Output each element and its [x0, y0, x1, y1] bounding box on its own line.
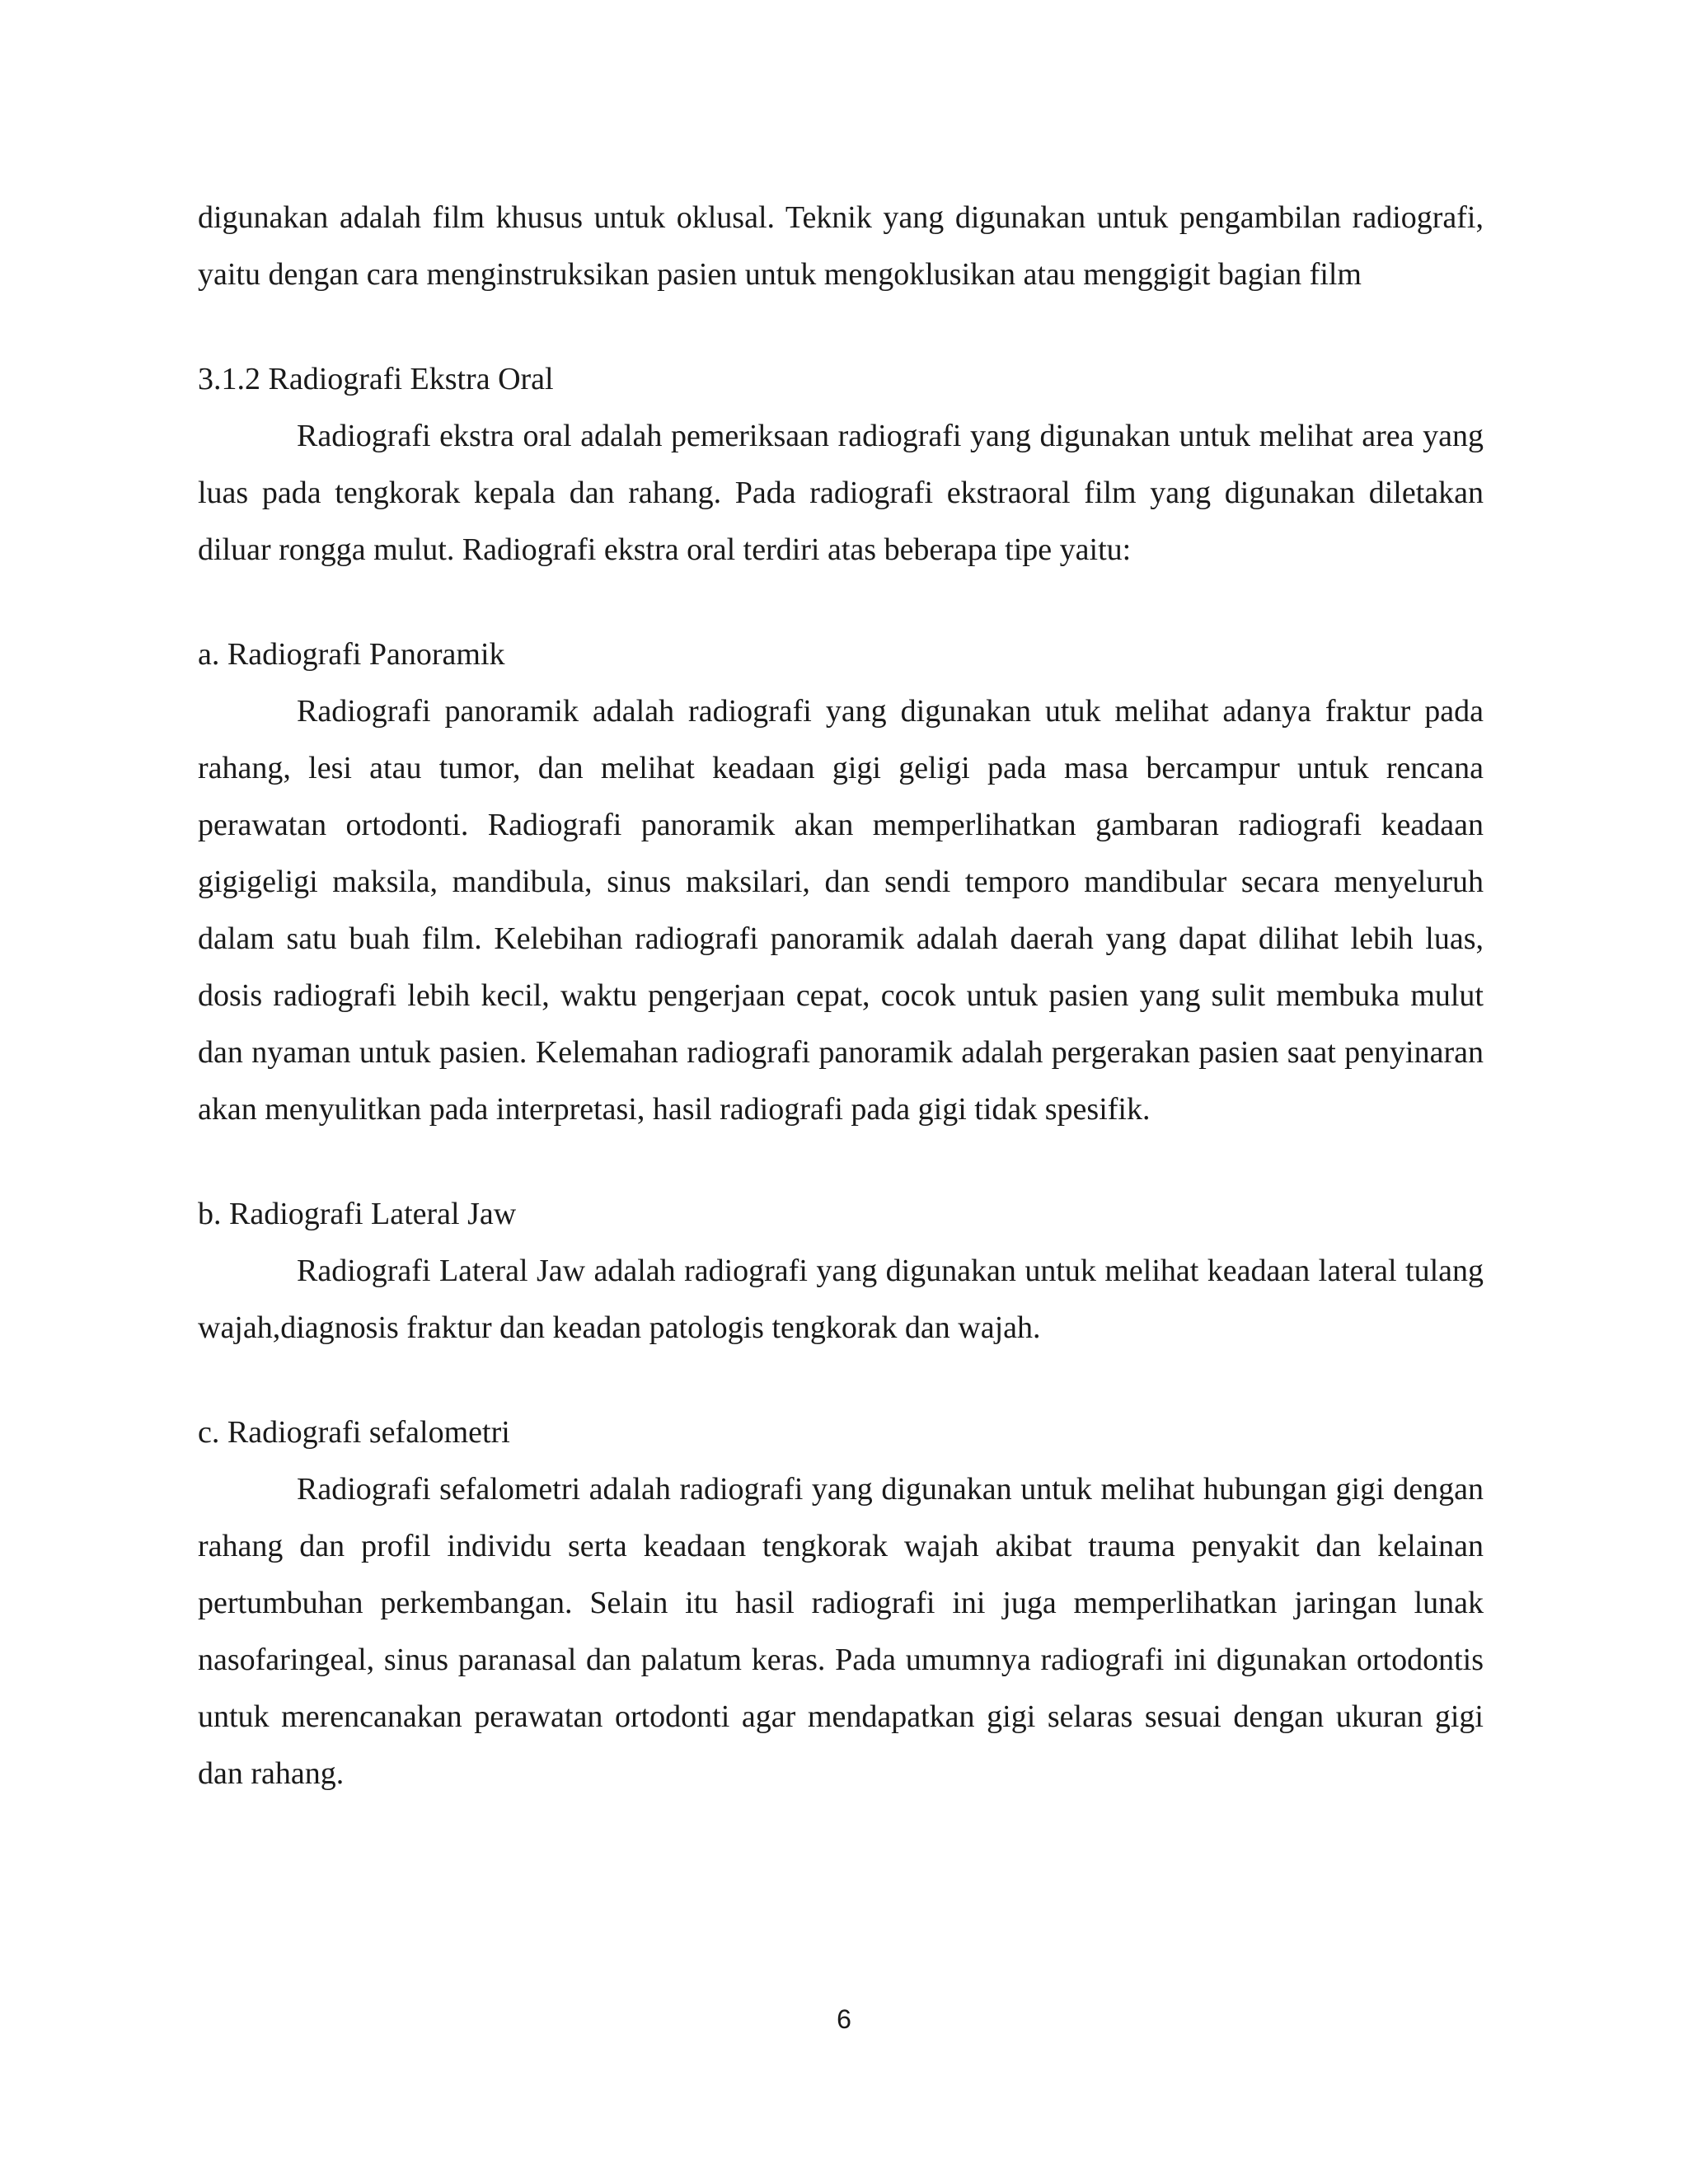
- spacer: [198, 579, 1484, 626]
- page-number: 6: [837, 2004, 851, 2034]
- page-body: [198, 190, 1484, 1802]
- section-heading: 3.1.2 Radiografi Ekstra Oral: [198, 362, 554, 396]
- section-paragraph: Radiografi ekstra oral adalah pemeriksaan radiografi yang digunakan untuk melihat area yang luas pada tengkorak kepala dan rahang. Pada radiografi ekstraoral film yang digunakan diletakan diluar rongga mulut. Radiografi ekstra oral terdiri atas beberapa tipe yaitu:: [198, 419, 1484, 567]
- subheading-panoramik: a. Radiografi Panoramik: [198, 637, 505, 672]
- spacer: [198, 1138, 1484, 1186]
- subheading-lateral-jaw: b. Radiografi Lateral Jaw: [198, 1197, 517, 1231]
- paragraph-panoramik: Radiografi panoramik adalah radiografi yang digunakan utuk melihat adanya fraktur pada rahang, lesi atau tumor, dan melihat keadaan gigi geligi pada masa bercampur untuk rencana perawatan ortodonti. Radiografi panoramik akan memperlihatkan gambaran radiografi keadaan gigigeligi maksila, mandibula, sinus maksilari, dan sendi temporo mandibular secara menyeluruh dalam satu buah film. Kelebihan radiografi panoramik adalah daerah yang dapat dilihat lebih luas, dosis radiografi lebih kecil, waktu pengerjaan cepat, cocok untuk pasien yang sulit membuka mulut dan nyaman untuk pasien. Kelemahan radiografi panoramik adalah pergerakan pasien saat penyinaran akan menyulitkan pada interpretasi, hasil radiografi pada gigi tidak spesifik.: [198, 694, 1484, 1127]
- subheading-sefalometri: c. Radiografi sefalometri: [198, 1415, 510, 1450]
- paragraph-sefalometri: Radiografi sefalometri adalah radiografi yang digunakan untuk melihat hubungan gigi dengan rahang dan profil individu serta keadaan tengkorak wajah akibat trauma penyakit dan kelainan pertumbuhan perkembangan. Selain itu hasil radiografi ini juga memperlihatkan jaringan lunak nasofaringeal, sinus paranasal dan palatum keras. Pada umumnya radiografi ini digunakan ortodontis untuk merencanakan perawatan ortodonti agar mendapatkan gigi selaras sesuai dengan ukuran gigi dan rahang.: [198, 1472, 1484, 1791]
- paragraph-continuation: digunakan adalah film khusus untuk oklusal. Teknik yang digunakan untuk pengambilan radiografi, yaitu dengan cara menginstruksikan pasien untuk mengoklusikan atau menggigit bagian film: [198, 200, 1484, 292]
- spacer: [198, 303, 1484, 351]
- paragraph-lateral-jaw: Radiografi Lateral Jaw adalah radiografi yang digunakan untuk melihat keadaan lateral tulang wajah,diagnosis fraktur dan keadan patologis tengkorak dan wajah.: [198, 1254, 1484, 1345]
- spacer: [198, 1357, 1484, 1404]
